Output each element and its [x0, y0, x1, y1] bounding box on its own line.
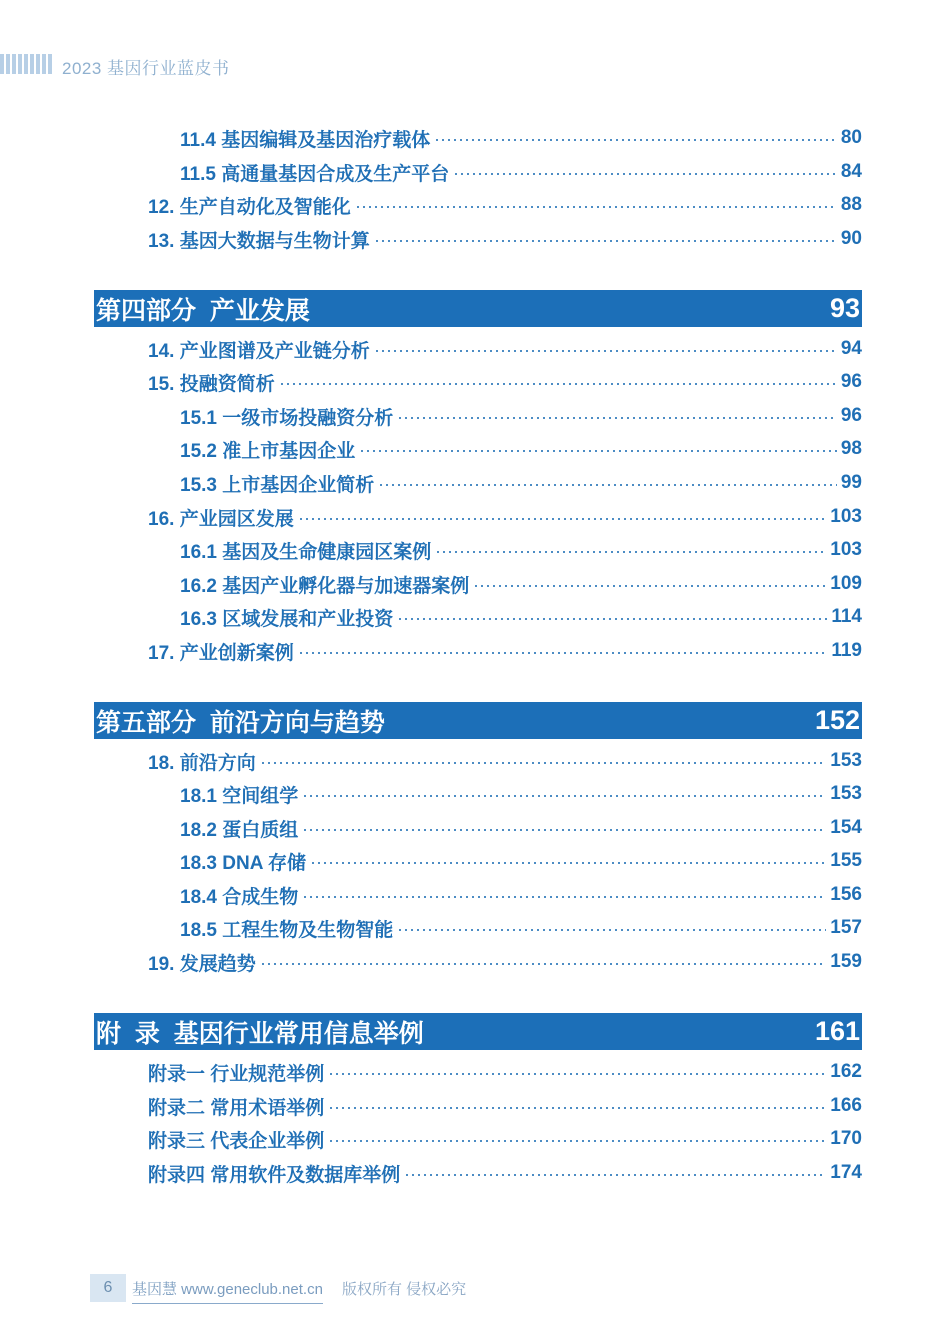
toc-entry-page: 109: [830, 573, 862, 594]
toc-entry-page: 103: [830, 539, 862, 560]
dot-leader: [434, 139, 837, 141]
toc-entry-label: 16.1 基因及生命健康园区案例: [180, 541, 432, 563]
section-band-part5[interactable]: [94, 702, 862, 739]
toc-entry-label: 16. 产业园区发展: [148, 508, 294, 530]
toc-entry-page: 159: [830, 951, 862, 972]
toc-entry-16[interactable]: [148, 502, 862, 532]
toc-entry-label: 17. 产业创新案例: [148, 642, 294, 664]
toc-entry-page: 155: [830, 850, 862, 871]
toc-entry-15[interactable]: [148, 367, 862, 397]
page-number: 6: [90, 1274, 126, 1302]
toc-entry-label: 18.2 蛋白质组: [180, 819, 299, 841]
toc-entry-label: 附录二 常用术语举例: [148, 1097, 325, 1119]
toc-entry-appendix-4[interactable]: [148, 1158, 862, 1188]
toc-entry-16-3[interactable]: [180, 602, 862, 632]
dot-leader: [328, 1140, 826, 1142]
toc-entry-page: 114: [831, 606, 862, 627]
toc-entry-page: 153: [830, 750, 862, 771]
dot-leader: [260, 762, 827, 764]
section-page: 161: [814, 1016, 860, 1046]
toc-entry-page: 154: [830, 817, 862, 838]
dot-leader: [355, 206, 837, 208]
dot-leader: [374, 350, 837, 352]
toc-entry-15-2[interactable]: [180, 434, 862, 464]
dot-leader: [279, 383, 837, 385]
toc-entry-11-5[interactable]: [180, 157, 862, 187]
toc-entry-label: 12. 生产自动化及智能化: [148, 196, 351, 218]
toc-entry-18-2[interactable]: [180, 813, 862, 843]
toc-entry-15-3[interactable]: [180, 468, 862, 498]
toc-entry-appendix-1[interactable]: [148, 1057, 862, 1087]
dot-leader: [260, 963, 827, 965]
section-title: 第五部分 前沿方向与趋势: [96, 708, 385, 737]
toc-entry-14[interactable]: [148, 334, 862, 364]
footer-site-link[interactable]: 基因慧 www.geneclub.net.cn: [132, 1278, 323, 1304]
toc-entry-label: 19. 发展趋势: [148, 953, 256, 975]
toc-entry-appendix-2[interactable]: [148, 1091, 862, 1121]
dot-leader: [310, 862, 826, 864]
toc-entry-label: 15. 投融资简析: [148, 373, 275, 395]
dot-leader: [302, 795, 826, 797]
toc-entry-page: 103: [830, 506, 862, 527]
toc-entry-15-1[interactable]: [180, 401, 862, 431]
toc-entry-page: 156: [830, 884, 862, 905]
toc-entry-label: 15.3 上市基因企业简析: [180, 474, 375, 496]
section-title: 附 录 基因行业常用信息举例: [96, 1019, 424, 1048]
toc-entry-page: 157: [830, 917, 862, 938]
dot-leader: [328, 1073, 826, 1075]
header-title: 2023 基因行业蓝皮书: [62, 59, 230, 78]
toc-entry-label: 11.4 基因编辑及基因治疗载体: [180, 129, 431, 151]
section-page: 93: [829, 293, 860, 323]
dot-leader: [404, 1174, 826, 1176]
footer-copyright: 版权所有 侵权必究: [342, 1281, 467, 1298]
toc-entry-label: 附录一 行业规范举例: [148, 1063, 325, 1085]
toc-entry-11-4[interactable]: [180, 123, 862, 153]
toc-entry-label: 18.1 空间组学: [180, 785, 299, 807]
dot-leader: [397, 929, 826, 931]
toc-entry-page: 94: [840, 338, 862, 359]
toc-entry-18[interactable]: [148, 746, 862, 776]
header-pattern-decoration: [0, 54, 52, 74]
toc-entry-page: 99: [840, 472, 862, 493]
toc-entry-16-1[interactable]: [180, 535, 862, 565]
dot-leader: [298, 652, 828, 654]
toc-entry-page: 90: [840, 228, 862, 249]
dot-leader: [397, 618, 827, 620]
toc-entry-18-4[interactable]: [180, 880, 862, 910]
toc-entry-page: 170: [830, 1128, 862, 1149]
dot-leader: [378, 484, 837, 486]
page-footer: [90, 1274, 490, 1302]
toc-entry-label: 18. 前沿方向: [148, 752, 256, 774]
section-band-appendix[interactable]: [94, 1013, 862, 1050]
toc-entry-page: 153: [830, 783, 862, 804]
running-header: [0, 50, 400, 78]
dot-leader: [302, 829, 826, 831]
dot-leader: [473, 585, 826, 587]
toc-entry-page: 174: [830, 1162, 862, 1183]
toc-entry-17[interactable]: [148, 636, 862, 666]
toc-entry-page: 80: [840, 127, 862, 148]
dot-leader: [374, 240, 837, 242]
dot-leader: [435, 551, 826, 553]
toc-entry-page: 96: [840, 405, 862, 426]
dot-leader: [298, 518, 827, 520]
toc-entry-18-1[interactable]: [180, 779, 862, 809]
toc-entry-page: 162: [830, 1061, 862, 1082]
section-title: 第四部分 产业发展: [96, 296, 310, 325]
toc-entry-label: 16.3 区域发展和产业投资: [180, 608, 394, 630]
toc-entry-label: 附录四 常用软件及数据库举例: [148, 1164, 401, 1186]
toc-entry-label: 附录三 代表企业举例: [148, 1130, 325, 1152]
section-page: 152: [814, 705, 860, 735]
toc-entry-18-5[interactable]: [180, 913, 862, 943]
toc-entry-page: 166: [830, 1095, 862, 1116]
toc-entry-16-2[interactable]: [180, 569, 862, 599]
toc-entry-page: 96: [840, 371, 862, 392]
dot-leader: [453, 173, 837, 175]
dot-leader: [397, 417, 837, 419]
toc-entry-label: 13. 基因大数据与生物计算: [148, 230, 370, 252]
toc-entry-label: 18.5 工程生物及生物智能: [180, 919, 394, 941]
toc-entry-label: 18.4 合成生物: [180, 886, 299, 908]
toc-entry-page: 98: [840, 438, 862, 459]
toc-entry-12[interactable]: [148, 190, 862, 220]
dot-leader: [359, 450, 837, 452]
toc-entry-13[interactable]: [148, 224, 862, 254]
toc-entry-page: 84: [840, 161, 862, 182]
toc-entry-19[interactable]: [148, 947, 862, 977]
toc-entry-label: 15.2 准上市基因企业: [180, 440, 356, 462]
toc-entry-label: 14. 产业图谱及产业链分析: [148, 340, 370, 362]
dot-leader: [302, 896, 826, 898]
toc-entry-18-3[interactable]: [180, 846, 862, 876]
toc-entry-page: 88: [840, 194, 862, 215]
toc-entry-page: 119: [831, 640, 862, 661]
toc-entry-label: 11.5 高通量基因合成及生产平台: [180, 163, 450, 185]
toc-entry-label: 15.1 一级市场投融资分析: [180, 407, 394, 429]
dot-leader: [328, 1107, 826, 1109]
toc-entry-label: 16.2 基因产业孵化器与加速器案例: [180, 575, 470, 597]
section-band-part4[interactable]: [94, 290, 862, 327]
toc-entry-appendix-3[interactable]: [148, 1124, 862, 1154]
toc-entry-label: 18.3 DNA 存储: [180, 852, 306, 874]
